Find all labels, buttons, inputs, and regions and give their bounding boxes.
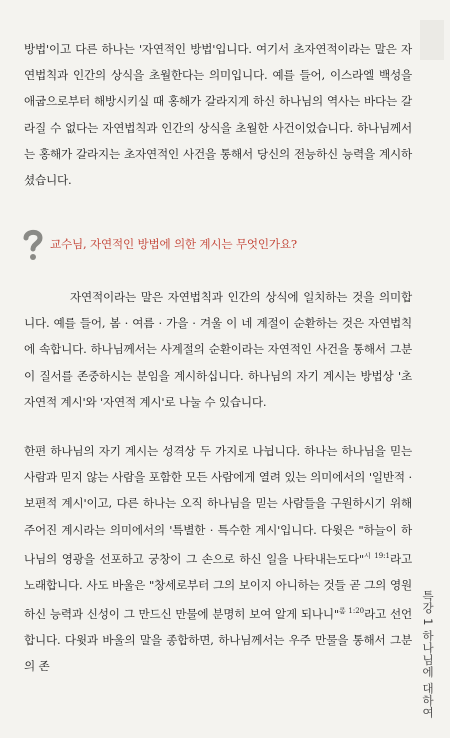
paragraph-natural-revelation: 자연적이라는 말은 자연법칙과 인간의 상식에 일치하는 것을 의미합니다. 예를 들어, 봄 · 여름 · 가을 · 겨울 이 네 계절이 순환하는 것은 자연법칙에 속합니다. 하나님께서는 사계절의 순환이라는 자연적인 사건을 통해서 그분이 질서를 존중하시는 분임을 계시하십니다. 하나님의 자기 계시는 방법상 '초자연적 계시'와 '자연적 계시'로 나눌 수 있습니다. <box>24 290 412 409</box>
paragraph3-text-b: 라고 노래합니다. 사도 바울은 "창세로부터 그의 보이지 아니하는 것들 곧 그의 영원하신 능력과 신성이 그 만드신 만물에 분명히 보여 알게 되나니" <box>24 551 412 621</box>
question-text: 교수님, 자연적인 방법에 의한 계시는 무엇인가요? <box>50 237 297 251</box>
chapter-label: 특강 1 하나님에 대하여 <box>421 590 435 719</box>
scripture-reference-psalm: 시 19:1 <box>364 551 390 560</box>
scripture-reference-romans: 롬 1:20 <box>339 607 365 616</box>
question-mark-icon <box>18 226 48 262</box>
paragraph-general-special-revelation <box>24 438 412 680</box>
question-callout <box>18 226 297 262</box>
paragraph3-text-a: 한편 하나님의 자기 계시는 성격상 두 가지로 나뉩니다. 하나는 하나님을 믿는 사람과 믿지 않는 사람을 포함한 모든 사람에게 열려 있는 의미에서의 '일반적 · 보편적 계시'이고, 다른 하나는 오직 하나님을 믿는 사람들을 구원하시기 위해 주어진 계시라는 의미에서의 '특별한 · 특수한 계시'입니다. 다윗은 "하늘이 하나님의 영광을 선포하고 궁창이 그 손으로 하신 일을 나타내는도다" <box>24 444 412 566</box>
sidebar-tab-marker <box>420 20 444 60</box>
paragraph-supernatural-revelation: 방법'이고 다른 하나는 '자연적인 방법'입니다. 여기서 초자연적이라는 말은 자연법칙과 인간의 상식을 초월한다는 의미입니다. 예를 들어, 이스라엘 백성을 애굽으로부터 해방시키실 때 홍해가 갈라지게 하신 하나님의 역사는 바다는 갈라질 수 없다는 자연법칙과 인간의 상식을 초월한 사건이었습니다. 하나님께서는 홍해가 갈라지는 초자연적인 사건을 통해서 당신의 전능하신 능력을 계시하셨습니다. <box>24 42 412 188</box>
paragraph3-text-c: 라고 선언합니다. 다윗과 바울의 말을 종합하면, 하나님께서는 우주 만물을 통해서 그분의 존 <box>24 606 412 674</box>
